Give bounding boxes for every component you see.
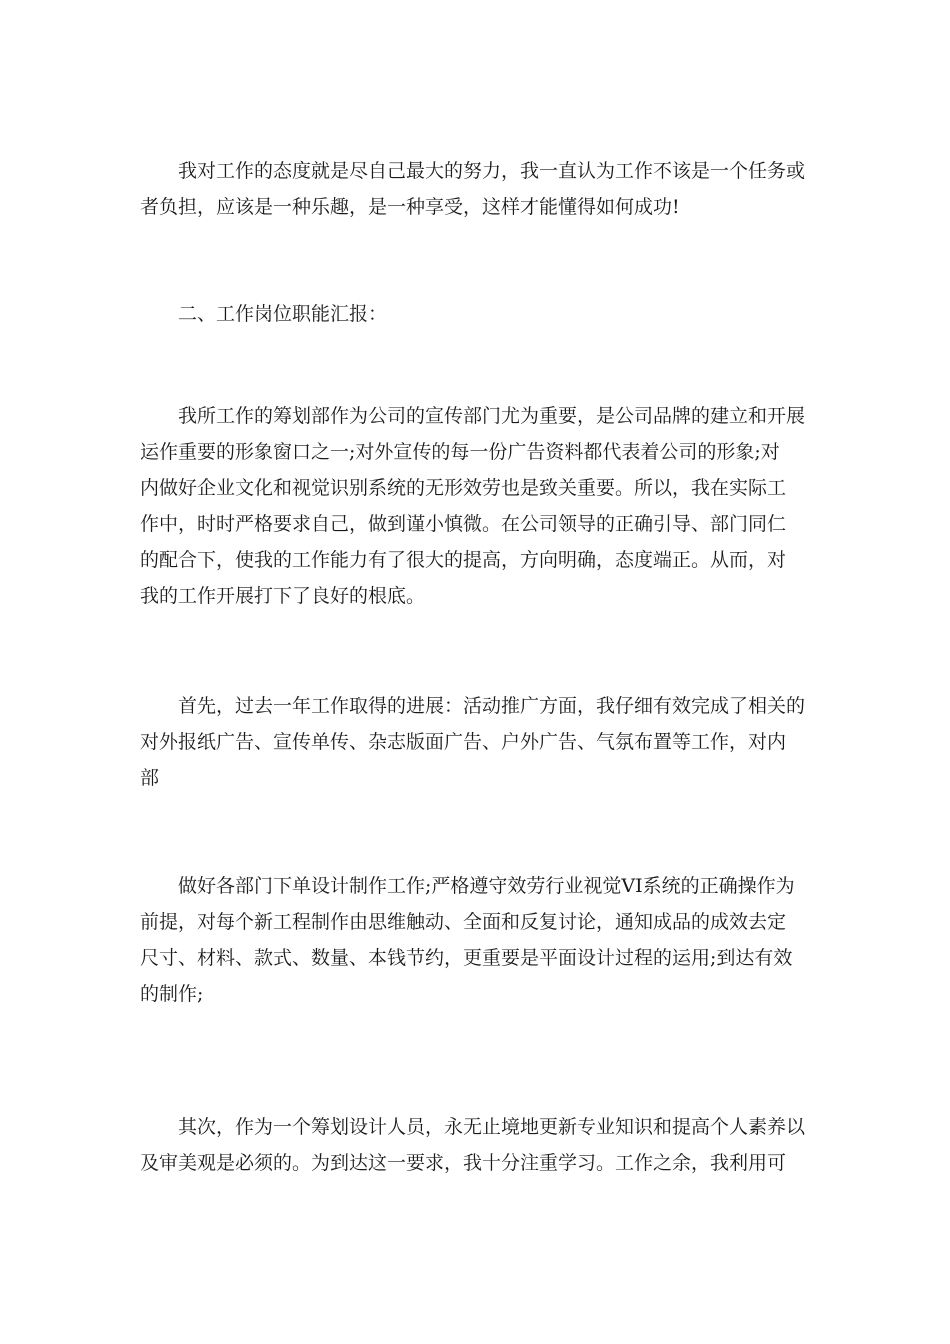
paragraph-line: 首先，过去一年工作取得的进展：活动推广方面，我仔细有效完成了相关的: [178, 695, 806, 717]
paragraph-line: 的制作;: [140, 983, 204, 1005]
paragraph-work-attitude: [140, 153, 812, 225]
paragraph-line: 部: [140, 767, 160, 789]
paragraph-line: 尺寸、材料、款式、数量、本钱节约，更重要是平面设计过程的运用;到达有效: [140, 947, 793, 969]
paragraph-line: 我的工作开展打下了良好的根底。: [140, 585, 426, 607]
paragraph-planning-department: [140, 398, 812, 614]
paragraph-line: 者负担，应该是一种乐趣，是一种享受，这样才能懂得如何成功!: [140, 196, 680, 218]
paragraph-line: 对外报纸广告、宣传单传、杂志版面广告、户外广告、气氛布置等工作，对内: [140, 731, 787, 753]
paragraph-line: 其次，作为一个筹划设计人员，永无止境地更新专业知识和提高个人素养以: [178, 1116, 806, 1138]
section-heading: [140, 296, 812, 332]
paragraph-design-work: [140, 868, 812, 1012]
paragraph-line: 内做好企业文化和视觉识别系统的无形效劳也是致关重要。所以，我在实际工: [140, 477, 787, 499]
paragraph-line: 及审美观是必须的。为到达这一要求，我十分注重学习。工作之余，我利用可: [140, 1152, 787, 1174]
paragraph-line: 的配合下，使我的工作能力有了很大的提高，方向明确，态度端正。从而，对: [140, 549, 787, 571]
paragraph-line: 我所工作的筹划部作为公司的宣传部门尤为重要，是公司品牌的建立和开展: [178, 405, 806, 427]
paragraph-line: 前提，对每个新工程制作由思维触动、全面和反复讨论，通知成品的成效去定: [140, 911, 787, 933]
paragraph-line: 做好各部门下单设计制作工作;严格遵守效劳行业视觉VI系统的正确操作为: [178, 875, 795, 897]
paragraph-progress: [140, 688, 812, 796]
paragraph-line: 运作重要的形象窗口之一;对外宣传的每一份广告资料都代表着公司的形象;对: [140, 441, 780, 463]
section-heading-text: 二、工作岗位职能汇报：: [178, 303, 388, 325]
paragraph-line: 我对工作的态度就是尽自己最大的努力，我一直认为工作不该是一个任务或: [178, 160, 806, 182]
paragraph-line: 作中，时时严格要求自己，做到谨小慎微。在公司领导的正确引导、部门同仁: [140, 513, 787, 535]
paragraph-learning: [140, 1109, 812, 1181]
